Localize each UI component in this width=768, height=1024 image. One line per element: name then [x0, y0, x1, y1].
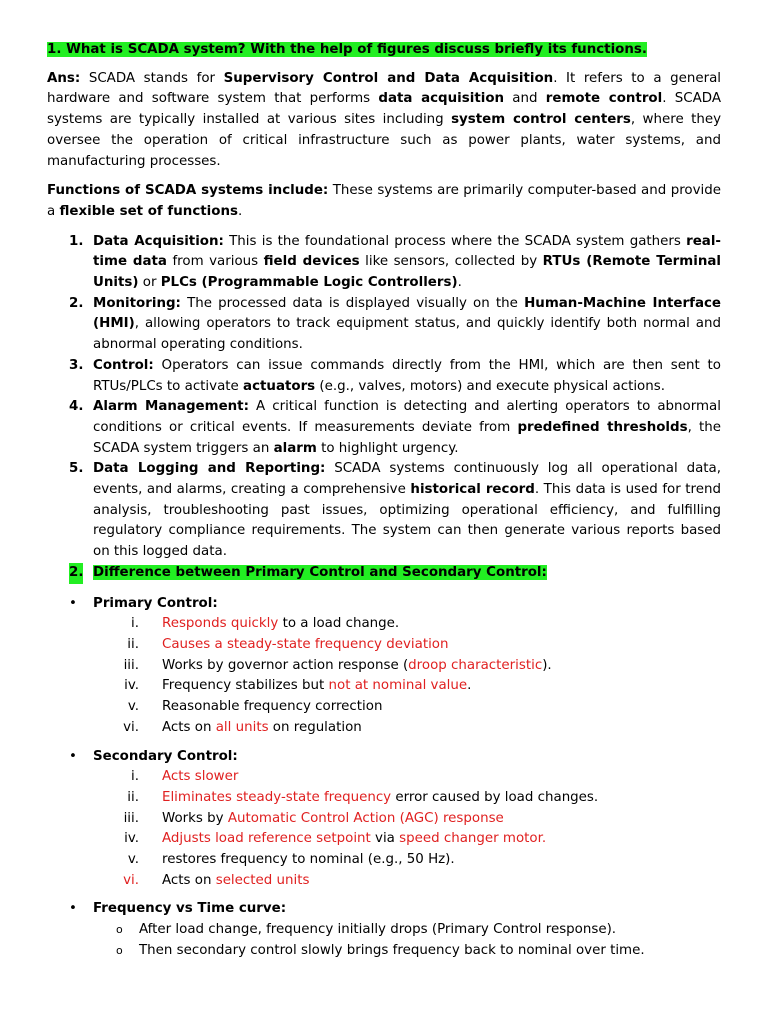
- roman-numeral: i.: [131, 616, 139, 632]
- list-item: [47, 829, 721, 850]
- function-text: from various: [166, 254, 264, 270]
- ans-text: . It refers to a general hardware and software system that performs: [47, 70, 721, 107]
- list-item: [47, 920, 721, 941]
- roman-numeral: ii.: [127, 789, 139, 805]
- function-text: A critical function is detecting and alerting operators to abnormal conditions or critical events. If measurements deviate from: [93, 399, 721, 435]
- list-item: [47, 635, 721, 656]
- ans-text: , where they oversee the operation of critical infrastructure such as power plants, water systems, and manufacturing processes.: [47, 112, 721, 169]
- red-text: droop characteristic: [408, 657, 543, 673]
- red-text: Automatic Control Action (AGC) response: [227, 810, 504, 826]
- function-text: (e.g., valves, motors) and execute physical actions.: [315, 378, 665, 394]
- ans-bold: Supervisory Control and Data Acquisition: [223, 70, 554, 86]
- functions-intro-bold: flexible set of functions: [59, 203, 238, 219]
- function-text: , allowing operators to track equipment status, and quickly identify both normal and abnormal operating conditions.: [93, 316, 721, 353]
- item-text: Reasonable frequency correction: [162, 699, 383, 715]
- list-item: [47, 718, 721, 739]
- item-text: .: [467, 678, 472, 694]
- red-text: Eliminates steady-state frequency: [162, 789, 392, 805]
- function-item: [47, 294, 721, 356]
- function-bold: alarm: [273, 440, 317, 456]
- ans-bold: system control centers: [451, 112, 631, 128]
- item-text: restores frequency to nominal (e.g., 50 Hz).: [162, 852, 455, 868]
- function-text: Operators can issue commands directly from the HMI, which are then sent to RTUs/PLCs to activate: [93, 357, 721, 394]
- function-number: 1.: [69, 233, 84, 249]
- question-2-number: 2.: [69, 563, 83, 584]
- function-number: 3.: [69, 357, 84, 373]
- function-text: . This data is used for trend analysis, troubleshooting past issues, optimizing operational efficiency, and fulfilling regulatory compliance requirements. The system can then generate various reports based on this logged data.: [93, 482, 721, 560]
- function-number: 5.: [69, 461, 84, 477]
- function-heading: Monitoring:: [93, 295, 181, 311]
- red-text: Causes a steady-state frequency deviation: [162, 636, 449, 652]
- roman-numeral: v.: [127, 699, 139, 715]
- functions-list: [47, 232, 721, 563]
- function-bold: real-time data: [93, 233, 721, 270]
- function-bold: predefined thresholds: [517, 419, 688, 435]
- ans-text: . SCADA systems are typically installed at various sites including: [47, 91, 721, 128]
- red-text: Responds quickly: [162, 616, 279, 632]
- functions-intro-text: These systems are primarily computer-based and provide a: [47, 183, 721, 219]
- secondary-control-section: [47, 747, 721, 892]
- function-bold: PLCs (Programmable Logic Controllers): [160, 275, 458, 291]
- item-text: ).: [542, 657, 552, 673]
- red-text: selected units: [215, 872, 310, 888]
- item-text: error caused by load changes.: [391, 789, 599, 805]
- item-text: Acts on: [162, 872, 216, 888]
- primary-control-title: Primary Control:: [93, 595, 218, 611]
- function-item: [47, 397, 721, 459]
- function-text: This is the foundational process where the SCADA system gathers: [223, 233, 687, 249]
- function-bold: field devices: [263, 254, 360, 270]
- primary-control-heading: [47, 594, 721, 615]
- answer-paragraph: [47, 69, 721, 173]
- roman-numeral: iv.: [124, 678, 139, 694]
- item-text: Acts on: [162, 719, 216, 735]
- roman-numeral: i.: [131, 769, 139, 785]
- primary-control-section: [47, 594, 721, 739]
- function-text: .: [457, 275, 462, 291]
- item-text: Works by governor action response (: [162, 657, 409, 673]
- list-item: [47, 809, 721, 830]
- function-text: or: [138, 275, 161, 291]
- bullet-icon: •: [69, 595, 77, 611]
- primary-control-list: [47, 614, 721, 738]
- function-text: like sensors, collected by: [359, 254, 543, 270]
- function-item: [47, 232, 721, 294]
- circle-bullet-icon: o: [116, 923, 123, 937]
- function-bold: historical record: [410, 482, 535, 498]
- red-text: Acts slower: [162, 769, 239, 785]
- list-item: [47, 656, 721, 677]
- bullet-icon: •: [69, 748, 77, 764]
- ans-bold: remote control: [545, 91, 663, 107]
- function-item: [47, 356, 721, 397]
- frequency-curve-heading: [47, 899, 721, 920]
- question-2: [47, 563, 721, 584]
- roman-numeral: iii.: [123, 657, 139, 673]
- list-item: [47, 767, 721, 788]
- ans-text: SCADA stands for: [80, 70, 224, 86]
- frequency-curve-title: Frequency vs Time curve:: [93, 901, 287, 917]
- list-item: [47, 697, 721, 718]
- list-item: [47, 941, 721, 962]
- frequency-curve-section: [47, 899, 721, 961]
- circle-bullet-icon: o: [116, 943, 123, 957]
- function-heading: Data Acquisition:: [93, 233, 224, 249]
- list-item: [47, 614, 721, 635]
- function-bold: Human-Machine Interface (HMI): [93, 295, 721, 332]
- function-number: 4.: [69, 399, 84, 415]
- item-text: Works by: [162, 810, 228, 826]
- roman-numeral: v.: [127, 852, 139, 868]
- roman-numeral: iv.: [124, 831, 139, 847]
- functions-intro-bold: Functions of SCADA systems include:: [47, 183, 329, 199]
- item-text: Frequency stabilizes but: [162, 678, 329, 694]
- function-text: , the SCADA system triggers an: [93, 419, 721, 456]
- item-text: Then secondary control slowly brings frequency back to nominal over time.: [139, 942, 645, 958]
- function-heading: Data Logging and Reporting:: [93, 461, 326, 477]
- list-item: [47, 871, 721, 892]
- red-text: all units: [215, 719, 269, 735]
- function-text: SCADA systems continuously log all operational data, events, and alarms, creating a comprehensive: [93, 461, 721, 498]
- list-item: [47, 850, 721, 871]
- question-1-title: 1. What is SCADA system? With the help of figures discuss briefly its functions.: [47, 42, 647, 57]
- item-text: After load change, frequency initially drops (Primary Control response).: [139, 922, 617, 938]
- secondary-control-list: [47, 767, 721, 891]
- item-text: on regulation: [268, 719, 362, 735]
- question-1: [47, 40, 721, 61]
- item-text: to a load change.: [278, 616, 400, 632]
- ans-bold: data acquisition: [378, 91, 505, 107]
- function-bold: actuators: [243, 378, 316, 394]
- ans-label: Ans:: [47, 70, 81, 86]
- function-heading: Alarm Management:: [93, 399, 249, 415]
- secondary-control-heading: [47, 747, 721, 768]
- question-2-title: Difference between Primary Control and Secondary Control:: [93, 564, 547, 580]
- red-text: not at nominal value: [328, 678, 468, 694]
- roman-numeral: vi.: [123, 719, 139, 735]
- list-item: [47, 676, 721, 697]
- roman-numeral: iii.: [123, 810, 139, 826]
- red-text: Adjusts load reference setpoint: [162, 831, 371, 847]
- red-text: speed changer motor.: [399, 831, 547, 847]
- function-bold: RTUs (Remote Terminal Units): [93, 254, 721, 291]
- list-item: [47, 788, 721, 809]
- secondary-control-title: Secondary Control:: [93, 748, 238, 764]
- bullet-icon: •: [69, 901, 77, 917]
- function-heading: Control:: [93, 357, 154, 373]
- roman-numeral: ii.: [127, 636, 139, 652]
- function-text: to highlight urgency.: [316, 440, 459, 456]
- function-item: [47, 459, 721, 563]
- functions-intro-text: .: [237, 203, 243, 219]
- function-text: The processed data is displayed visually on the: [180, 295, 525, 311]
- functions-intro: [47, 181, 721, 222]
- roman-numeral: vi.: [123, 872, 139, 888]
- frequency-curve-list: [47, 920, 721, 961]
- function-number: 2.: [69, 295, 84, 311]
- item-text: via: [370, 831, 400, 847]
- ans-text: and: [504, 91, 546, 107]
